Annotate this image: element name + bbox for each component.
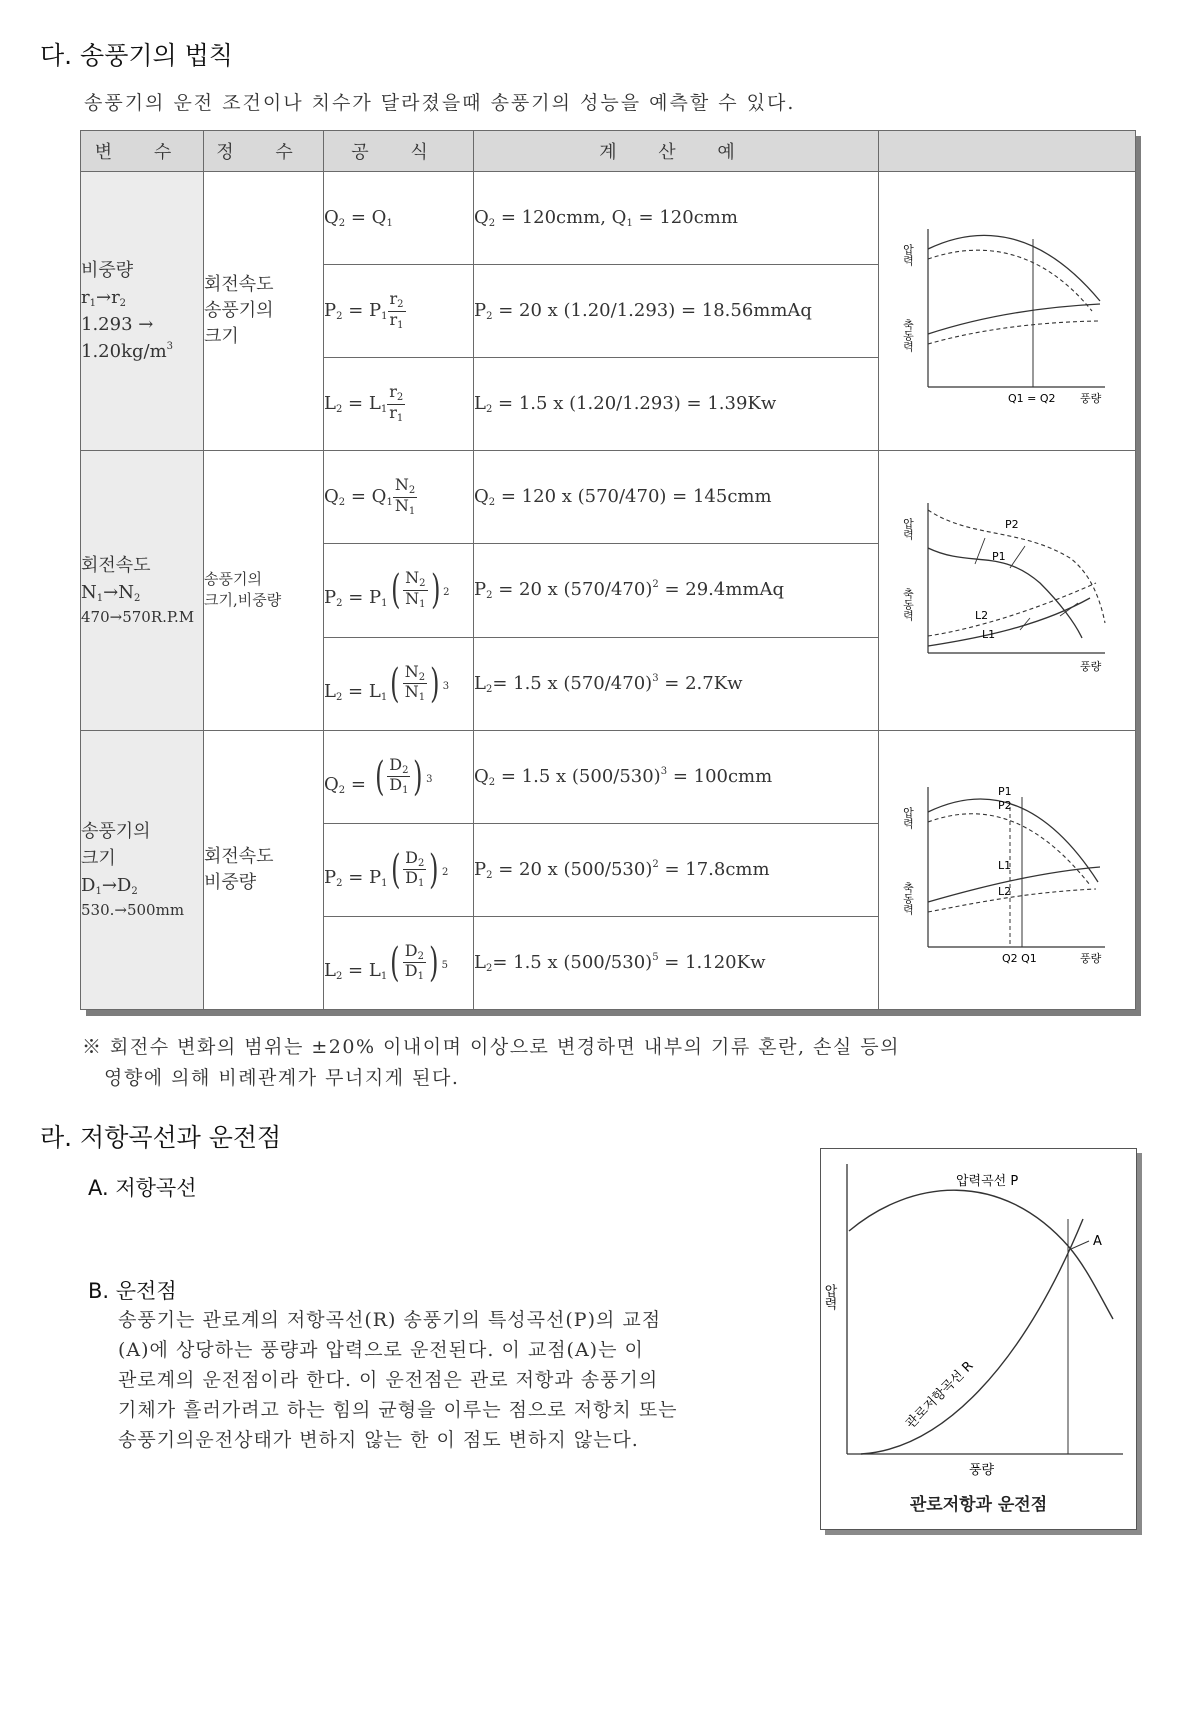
example-cell: $P_2 = 20$ x $(500/530)^2 = 17.8cmm$ <box>474 823 879 916</box>
graph-label-l2: L2 <box>974 608 988 622</box>
formula-cell: $P_2 = P_1$ ( $\frac{N_2}{N_1}$ ) $^2$ <box>324 544 474 637</box>
resistance-curve-graph <box>821 1149 1136 1479</box>
variable-value-to: $1.20kg/m^3$ <box>81 341 174 363</box>
figure-curve-r-label: 관로저항곡선 R <box>903 1358 977 1432</box>
graph-y-bottom-label: 축동력 <box>901 882 914 916</box>
graph-cell-specific-weight <box>879 172 1136 451</box>
example-cell: $L_2= 1.5$ x $(570/470)^3 = 2.7Kw$ <box>474 637 879 730</box>
variable-cell-rotation-speed <box>81 451 204 730</box>
graph-x-mark: Q1 = Q2 <box>1007 391 1056 405</box>
graph-y-bottom-label: 축동력 <box>901 318 914 352</box>
figure-point-a-label: A <box>1093 1234 1102 1249</box>
footnote <box>82 1032 900 1095</box>
graph-label-l2: L2 <box>997 885 1011 899</box>
formula-cell: $L_2 = L_1$ ( $\frac{N_2}{N_1}$ ) $^3$ <box>324 637 474 730</box>
header-formula: 공 식 <box>324 131 474 172</box>
paragraph-line: (A)에 상당하는 풍량과 압력으로 운전된다. 이 교점(A)는 이 <box>118 1339 644 1362</box>
header-example: 계 산 예 <box>474 131 879 172</box>
graph-label-p1: P1 <box>991 549 1006 563</box>
constant-line: 크기 <box>204 326 239 348</box>
header-graph <box>879 131 1136 172</box>
section-title-da: 다. 송풍기의 법칙 <box>40 41 233 70</box>
figure-caption: 관로저항과 운전점 <box>909 1495 1048 1515</box>
table-row <box>81 730 1136 823</box>
example-cell: $L_2 = 1.5$ x (1.20/1.293) = 1.39Kw <box>474 358 879 451</box>
table-header-row <box>81 131 1136 172</box>
example-cell: $L_2= 1.5$ x $(500/530)^5 = 1.120Kw$ <box>474 916 879 1009</box>
formula-cell: $Q_2$ = ( $\frac{D_2}{D_1}$ ) $^3$ <box>324 730 474 823</box>
graph-cell-rotation-speed <box>879 451 1136 730</box>
constant-cell <box>204 172 324 451</box>
example-cell: $Q_2 = 120$ x (570/470) = 145cmm <box>474 451 879 544</box>
paragraph-line: 기체가 흘러가려고 하는 힘의 균형을 이루는 점으로 저항치 또는 <box>118 1399 678 1422</box>
constant-cell <box>204 451 324 730</box>
example-cell: $P_2 = 20$ x (1.20/1.293) = 18.56mmAq <box>474 265 879 358</box>
variable-value-from: 1.293 → <box>81 314 154 336</box>
variable-cell-specific-weight <box>81 172 204 451</box>
variable-value: 470→570R.P.M <box>81 608 195 627</box>
constant-line: 크기,비중량 <box>204 591 282 610</box>
fan-law-table-wrapper <box>80 130 1135 1010</box>
constant-line: 비중량 <box>204 871 257 893</box>
formula-cell: $P_2 = P_1$ $\frac{r_2}{r_1}$ <box>324 265 474 358</box>
formula-cell: $L_2 = L_1$ $\frac{r_2}{r_1}$ <box>324 358 474 451</box>
variable-title: 회전속도 <box>81 555 151 577</box>
figure-x-label: 풍량 <box>969 1463 995 1478</box>
graph-label-l1: L1 <box>997 859 1011 873</box>
formula-cell: $L_2 = L_1$ ( $\frac{D_2}{D_1}$ ) $^5$ <box>324 916 474 1009</box>
footnote-line-2: 영향에 의해 비례관계가 무너지게 된다. <box>104 1067 460 1090</box>
variable-cell-fan-size <box>81 730 204 1009</box>
table-row <box>81 172 1136 265</box>
table-row <box>81 451 1136 544</box>
operating-point-paragraph <box>118 1305 818 1455</box>
figure-y-label: 압력 <box>821 1284 837 1310</box>
variable-title-2: 크기 <box>81 848 116 870</box>
paragraph-line: 송풍기의운전상태가 변하지 않는 한 이 점도 변하지 않는다. <box>118 1429 639 1452</box>
formula-cell: $Q_2 = Q_1$ $\frac{N_2}{N_1}$ <box>324 451 474 544</box>
constant-line: 회전속도 <box>204 845 274 867</box>
variable-title: 송풍기의 <box>81 821 151 843</box>
example-cell: $P_2 = 20$ x $(570/470)^2$ = 29.4mmAq <box>474 544 879 637</box>
example-cell: $Q_2 = 1.5$ x $(500/530)^3 = 100cmm$ <box>474 730 879 823</box>
graph-x-mark: Q2 Q1 <box>1001 952 1037 966</box>
formula-cell: $Q_2 = Q_1$ <box>324 172 474 265</box>
constant-line: 회전속도 <box>204 274 274 296</box>
graph-label-p2: P2 <box>1004 517 1019 531</box>
graph-label-p2: P2 <box>997 799 1012 813</box>
figure-curve-p-label: 압력곡선 P <box>956 1174 1019 1189</box>
variable-change: $N_1\to N_2$ <box>81 582 141 605</box>
formula-cell: $P_2 = P_1$ ( $\frac{D_2}{D_1}$ ) $^2$ <box>324 823 474 916</box>
performance-graph-2 <box>900 488 1115 688</box>
paragraph-line: 관로계의 운전점이라 한다. 이 운전점은 관로 저항과 송풍기의 <box>118 1369 659 1392</box>
fan-law-table <box>80 130 1136 1010</box>
graph-cell-fan-size <box>879 730 1136 1009</box>
graph-x-label: 풍량 <box>1079 391 1101 405</box>
subsection-a-title: A. 저항곡선 <box>88 1176 197 1200</box>
graph-x-label: 풍량 <box>1079 659 1101 673</box>
constant-line: 송풍기의 <box>204 569 262 588</box>
variable-value: 530.→500mm <box>81 901 185 920</box>
footnote-line-1: ※ 회전수 변화의 범위는 ±20% 이내이며 이상으로 변경하면 내부의 기류 혼란, 손실 등의 <box>82 1036 900 1058</box>
variable-change: $r_1\to r_2$ <box>81 287 127 310</box>
graph-y-top-label: 압력 <box>901 517 914 540</box>
graph-y-top-label: 압력 <box>901 807 914 830</box>
constant-line: 송풍기의 <box>204 300 274 322</box>
paragraph-line: 송풍기는 관로계의 저항곡선(R) 송풍기의 특성곡선(P)의 교점 <box>118 1309 662 1331</box>
graph-label-l1: L1 <box>981 627 995 641</box>
header-constant: 정 수 <box>204 131 324 172</box>
variable-title: 비중량 <box>81 260 134 282</box>
graph-y-bottom-label: 축동력 <box>901 587 914 621</box>
constant-cell <box>204 730 324 1009</box>
header-variable: 변 수 <box>81 131 204 172</box>
subsection-b-title: B. 운전점 <box>88 1279 177 1303</box>
graph-y-top-label: 압력 <box>901 243 914 266</box>
resistance-curve-figure <box>820 1148 1137 1530</box>
performance-graph-3 <box>900 767 1115 967</box>
performance-graph-1 <box>900 209 1115 409</box>
section-intro: 송풍기의 운전 조건이나 치수가 달라졌을때 송풍기의 성능을 예측할 수 있다. <box>84 92 796 114</box>
variable-change: $D_1\to D_2$ <box>81 875 138 898</box>
section-title-ra: 라. 저항곡선과 운전점 <box>40 1123 282 1152</box>
example-cell: $Q_2 = 120cmm$, $Q_1 = 120cmm$ <box>474 172 879 265</box>
graph-x-label: 풍량 <box>1079 952 1101 966</box>
graph-label-p1: P1 <box>997 785 1012 799</box>
